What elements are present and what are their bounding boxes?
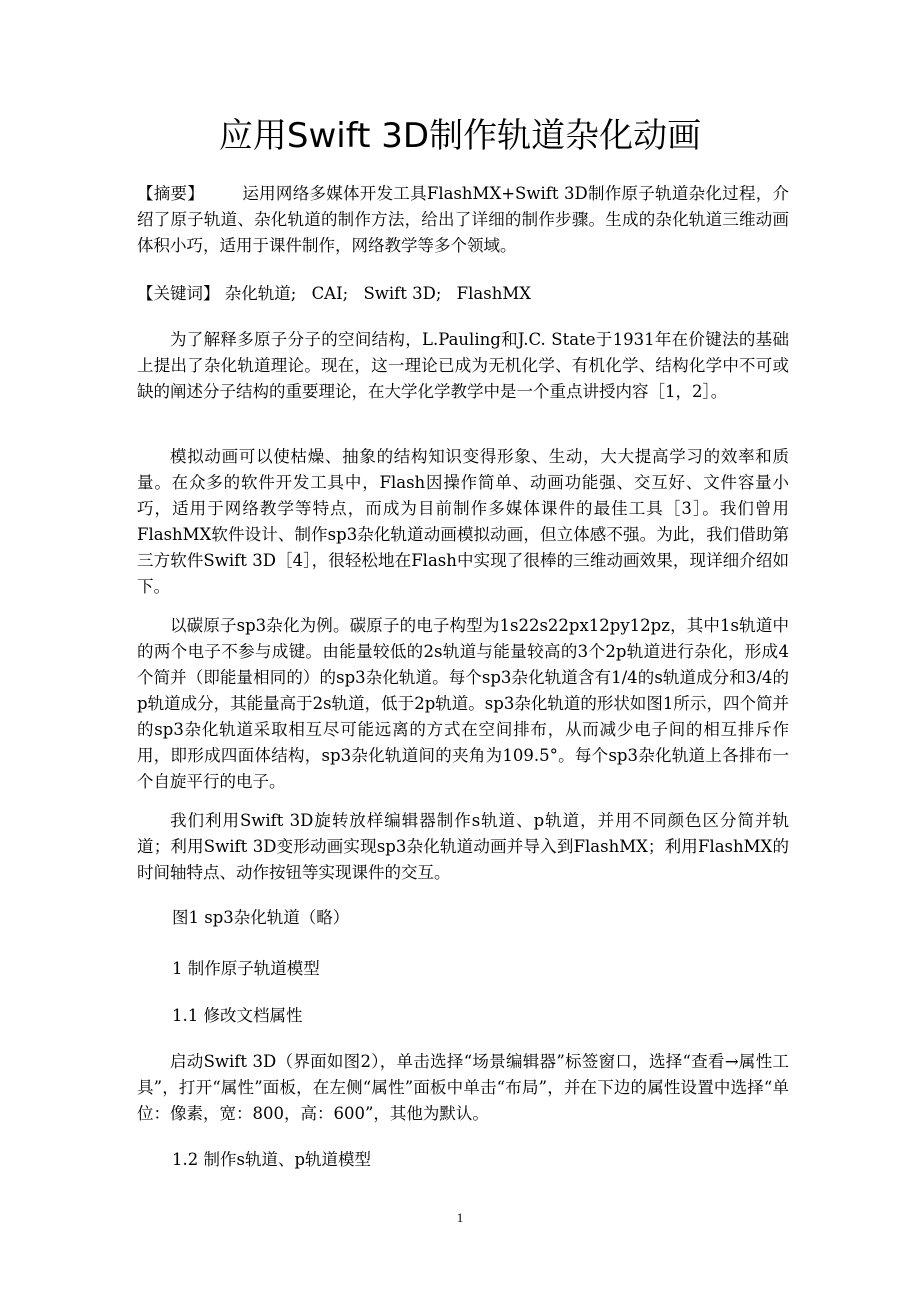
abstract-text: 运用网络多媒体开发工具FlashMX+Swift 3D制作原子轨道杂化过程，介绍了原子轨道、杂化轨道的制作方法，给出了详细的制作步骤。生成的杂化轨道三维动画体积小巧，适用于课件制作，网络教学等多个领域。 bbox=[137, 184, 790, 255]
body-paragraph: 以碳原子sp3杂化为例。碳原子的电子构型为1s22s22px12py12pz，其中1s轨道中的两个电子不参与成键。由能量较低的2s轨道与能量较高的3个2p轨道进行杂化，形成4个简并（即能量相同的）的sp3杂化轨道。每个sp3杂化轨道含有1/4的s轨道成分和3/4的p轨道成分，其能量高于2s轨道，低于2p轨道。sp3杂化轨道的形状如图1所示，四个简并的sp3杂化轨道采取相互尽可能远离的方式在空间排布，从而减少电子间的相互排斥作用，即形成四面体结构，sp3杂化轨道间的夹角为109.5°。每个sp3杂化轨道上各排布一个自旋平行的电子。 bbox=[137, 616, 789, 791]
keywords bbox=[137, 281, 789, 307]
abstract-label: 【摘要】 bbox=[137, 184, 205, 203]
subsection-heading: 1.1 修改文档属性 bbox=[172, 1006, 303, 1025]
keyword-item: Swift 3D; bbox=[363, 284, 442, 303]
section-heading: 1 制作原子轨道模型 bbox=[172, 959, 320, 978]
keywords-label: 【关键词】 bbox=[137, 284, 220, 303]
subsection-heading: 1.2 制作s轨道、p轨道模型 bbox=[172, 1150, 372, 1169]
body-paragraph: 为了解释多原子分子的空间结构，L.Pauling和J.C. State于1931年在价键法的基础上提出了杂化轨道理论。现在，这一理论已成为无机化学、有机化学、结构化学中不可或缺的阐述分子结构的重要理论，在大学化学教学中是一个重点讲授内容［1，2］。 bbox=[137, 330, 789, 401]
figure-caption: 图1 sp3杂化轨道（略） bbox=[172, 908, 350, 927]
document-title: 应用Swift 3D制作轨道杂化动画 bbox=[218, 116, 702, 156]
body-paragraph: 我们利用Swift 3D旋转放样编辑器制作s轨道、p轨道，并用不同颜色区分简并轨道；利用Swift 3D变形动画实现sp3杂化轨道动画并导入到FlashMX；利用FlashMX的时间轴特点、动作按钮等实现课件的交互。 bbox=[137, 811, 789, 882]
keyword-item: CAI; bbox=[311, 284, 349, 303]
abstract bbox=[137, 181, 789, 259]
page-number: 1 bbox=[456, 1210, 464, 1225]
body-paragraph: 启动Swift 3D（界面如图2），单击选择“场景编辑器”标签窗口，选择“查看→属性工具”，打开“属性”面板，在左侧“属性”面板中单击“布局”，并在下边的属性设置中选择“单位：像素，宽：800，高：600”，其他为默认。 bbox=[137, 1052, 789, 1123]
keyword-item: FlashMX bbox=[456, 284, 531, 303]
keyword-item: 杂化轨道; bbox=[224, 284, 297, 303]
body-paragraph: 模拟动画可以使枯燥、抽象的结构知识变得形象、生动，大大提高学习的效率和质量。在众多的软件开发工具中，Flash因操作简单、动画功能强、交互好、文件容量小巧，适用于网络教学等特点，而成为目前制作多媒体课件的最佳工具［3］。我们曾用FlashMX软件设计、制作sp3杂化轨道动画模拟动画，但立体感不强。为此，我们借助第三方软件Swift 3D［4］，很轻松地在Flash中实现了很棒的三维动画效果，现详细介绍如下。 bbox=[137, 447, 789, 596]
